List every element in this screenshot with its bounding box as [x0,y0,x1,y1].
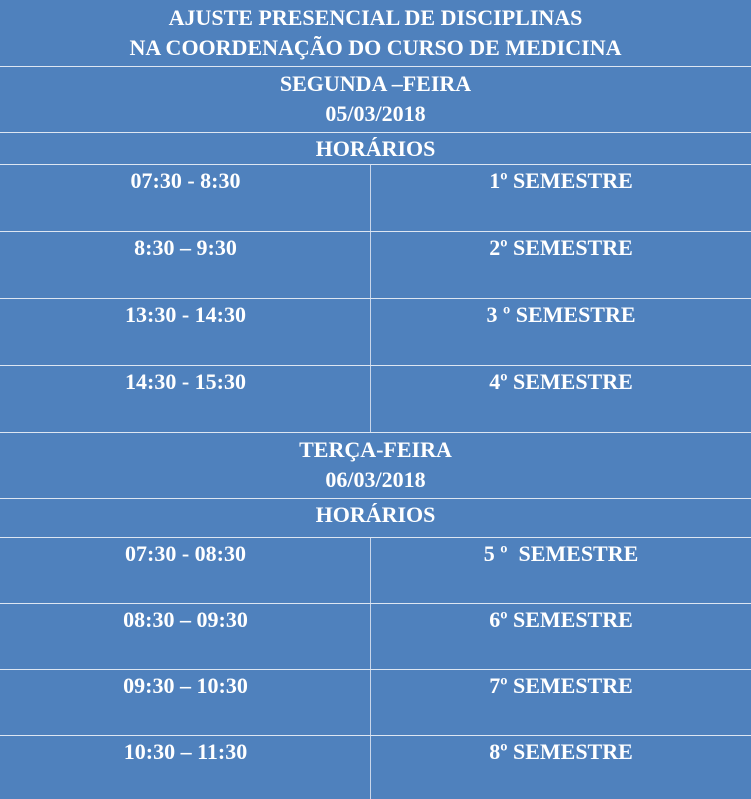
table-row [0,538,751,603]
table-row [0,670,751,735]
time-cell: 09:30 – 10:30 [123,673,248,698]
time-cell: 07:30 - 8:30 [130,168,241,193]
semester-cell: 6º SEMESTRE [489,607,633,632]
semester-cell: 5 º SEMESTRE [483,541,639,566]
table-row [0,604,751,669]
header-row [0,133,751,164]
title-line-2: NA COORDENAÇÃO DO CURSO DE MEDICINA [129,35,622,60]
header-label: HORÁRIOS [315,136,436,161]
semester-cell: 8º SEMESTRE [489,739,633,764]
day-name: SEGUNDA –FEIRA [279,71,472,96]
time-cell: 8:30 – 9:30 [134,235,237,260]
semester-cell: 2º SEMESTRE [489,235,633,260]
title-line-1: AJUSTE PRESENCIAL DE DISCIPLINAS [168,5,583,30]
semester-cell: 3 º SEMESTRE [486,302,636,327]
table-row [0,299,751,365]
day-name: TERÇA-FEIRA [299,437,452,462]
semester-cell: 1º SEMESTRE [489,168,633,193]
semester-cell: 4º SEMESTRE [489,369,633,394]
time-cell: 13:30 - 14:30 [125,302,246,327]
table-row [0,366,751,432]
day-date: 05/03/2018 [325,101,426,126]
time-cell: 07:30 - 08:30 [125,541,246,566]
table-row [0,232,751,298]
day-block-monday [0,67,751,132]
header-row [0,499,751,537]
table-row [0,165,751,231]
header-label: HORÁRIOS [315,502,436,527]
day-block-tuesday [0,433,751,498]
title-block [0,0,751,66]
time-cell: 08:30 – 09:30 [123,607,248,632]
table-row [0,736,751,799]
day-date: 06/03/2018 [325,467,426,492]
time-cell: 10:30 – 11:30 [123,739,248,764]
semester-cell: 7º SEMESTRE [489,673,633,698]
time-cell: 14:30 - 15:30 [125,369,246,394]
